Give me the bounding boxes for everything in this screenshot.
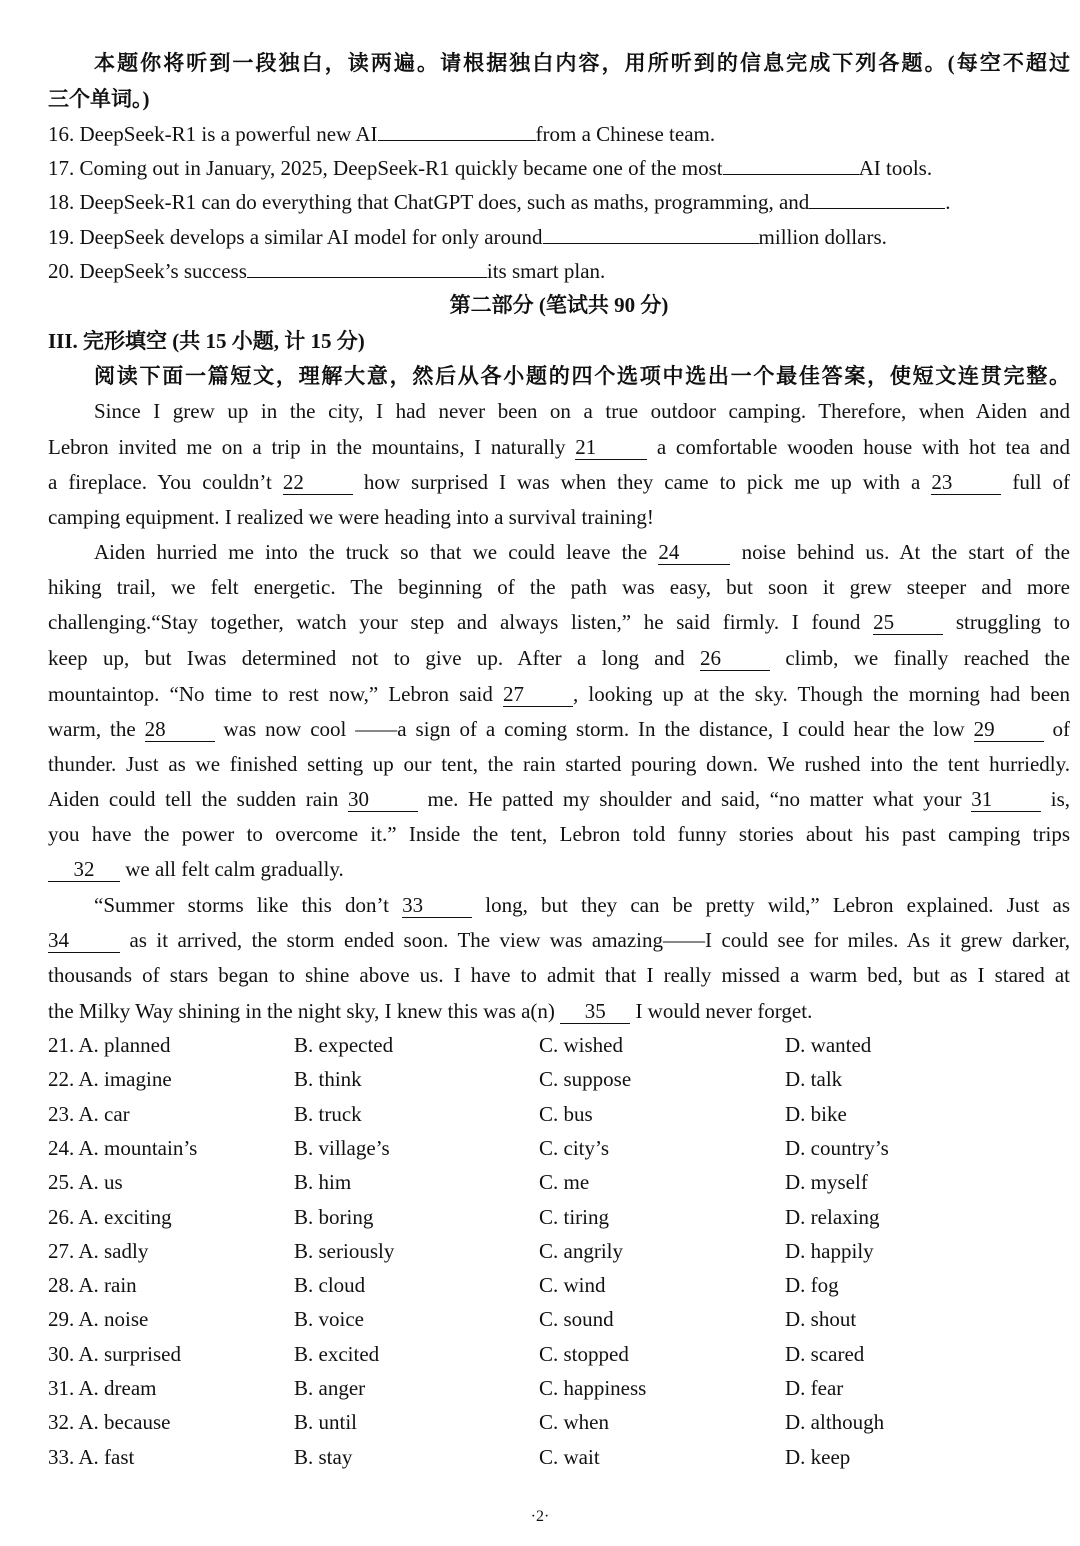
option-b[interactable]: B. village’s [294,1135,390,1160]
answer-blank-17[interactable] [723,152,859,175]
option-d[interactable]: D. shout [785,1307,857,1332]
passage-line: 32 we all felt calm gradually. [48,854,1070,884]
option-d[interactable]: D. keep [785,1444,851,1469]
option-d[interactable]: D. fear [785,1376,844,1400]
passage-line: mountaintop. “No time to rest now,” Lebron said 27 , looking up at the sky. Though the morning had been [48,682,1071,706]
cloze-instruction: 阅读下面一篇短文，理解大意，然后从各小题的四个选项中选出一个最佳答案，使短文连贯完整。 [94,364,1070,388]
option-c[interactable]: C. suppose [539,1067,632,1092]
option-b[interactable]: B. until [294,1410,358,1435]
option-b[interactable]: B. stay [294,1444,353,1469]
option-b[interactable]: B. seriously [294,1238,395,1263]
option-a[interactable]: 22. A. imagine [48,1067,172,1092]
option-a[interactable]: 21. A. planned [48,1033,171,1057]
cloze-blank-22[interactable]: 22 [283,470,353,495]
option-a[interactable]: 30. A. surprised [48,1341,181,1366]
cloze-blank-32[interactable]: 32 [48,857,120,882]
option-c[interactable]: C. happiness [539,1376,647,1400]
passage-line: keep up, but Iwas determined not to give up. After a long and 26 climb, we finally reached the [48,646,1071,670]
cloze-blank-28[interactable]: 28 [145,717,215,742]
passage-line: a fireplace. You couldn’t 22 how surprised I was when they came to pick me up with a 23 full of [48,470,1071,494]
option-a[interactable]: 25. A. us [48,1170,123,1195]
option-a[interactable]: 24. A. mountain’s [48,1135,198,1160]
cloze-blank-24[interactable]: 24 [658,540,730,565]
passage-line: challenging.“Stay together, watch your step and always listen,” he said firmly. I found 25 struggling to [48,610,1070,634]
answer-blank-20[interactable] [247,255,487,278]
question-18: 18. DeepSeek-R1 can do everything that ChatGPT does, such as maths, programming, and . [48,186,1070,217]
passage-line: Aiden could tell the sudden rain 30 me. He patted my shoulder and said, “no matter what your 31 is, [48,787,1071,811]
option-d[interactable]: D. wanted [785,1033,872,1057]
option-d[interactable]: D. myself [785,1170,868,1195]
option-c[interactable]: C. wait [539,1444,600,1469]
option-a[interactable]: 32. A. because [48,1410,171,1435]
option-b[interactable]: B. cloud [294,1273,366,1298]
question-17: 17. Coming out in January, 2025, DeepSeek-R1 quickly became one of the most AI tools. [48,152,1070,183]
answer-blank-19[interactable] [543,221,759,244]
option-c[interactable]: C. bus [539,1101,593,1126]
passage-line: 34 as it arrived, the storm ended soon. The view was amazing——I could see for miles. As it grew darker, [48,928,1071,952]
option-a[interactable]: 28. A. rain [48,1273,137,1298]
answer-blank-16[interactable] [378,118,536,141]
option-b[interactable]: B. excited [294,1341,380,1366]
cloze-blank-35[interactable]: 35 [560,999,630,1024]
cloze-blank-31[interactable]: 31 [971,787,1041,812]
option-c[interactable]: C. sound [539,1307,614,1332]
question-19: 19. DeepSeek develops a similar AI model for only around million dollars. [48,221,1070,252]
option-d[interactable]: D. although [785,1410,885,1435]
option-c[interactable]: C. wind [539,1273,606,1298]
option-c[interactable]: C. city’s [539,1135,610,1160]
part-two-title: 第二部分 (笔试共 90 分) [449,293,669,317]
listening-instruction-cont: 三个单词。) [48,87,150,111]
question-20: 20. DeepSeek’s success its smart plan. [48,255,1070,286]
passage-line: Lebron invited me on a trip in the mountains, I naturally 21 a comfortable wooden house with hot tea and [48,435,1071,459]
passage-line: Aiden hurried me into the truck so that we could leave the 24 noise behind us. At the start of the [94,540,1070,564]
option-a[interactable]: 33. A. fast [48,1444,135,1469]
passage-line: “Summer storms like this don’t 33 long, but they can be pretty wild,” Lebron explained. Just as [94,893,1071,917]
cloze-blank-27[interactable]: 27 [503,682,573,707]
option-d[interactable]: D. happily [785,1238,874,1263]
cloze-blank-26[interactable]: 26 [700,646,770,671]
option-b[interactable]: B. voice [294,1307,364,1332]
option-d[interactable]: D. talk [785,1067,843,1092]
passage-line: warm, the 28 was now cool ——a sign of a coming storm. In the distance, I could hear the low 29 of [48,717,1071,741]
option-d[interactable]: D. scared [785,1341,865,1366]
cloze-blank-25[interactable]: 25 [873,610,943,635]
passage-line: thunder. Just as we finished setting up our tent, the rain started pouring down. We rushed into the tent hurriedly. [48,752,1070,776]
cloze-blank-33[interactable]: 33 [402,893,472,918]
option-d[interactable]: D. bike [785,1101,847,1126]
answer-blank-18[interactable] [809,186,945,209]
passage-line: Since I grew up in the city, I had never been on a true outdoor camping. Therefore, when Aiden and [94,399,1070,423]
option-a[interactable]: 26. A. exciting [48,1204,172,1229]
option-d[interactable]: D. country’s [785,1135,889,1160]
option-b[interactable]: B. think [294,1067,362,1092]
page-number: ·2· [530,1508,550,1525]
question-16: 16. DeepSeek-R1 is a powerful new AI from a Chinese team. [48,118,1070,149]
option-b[interactable]: B. expected [294,1033,394,1057]
passage-line: hiking trail, we felt energetic. The beginning of the path was easy, but soon it grew steeper and more [48,575,1070,599]
cloze-section-title: III. 完形填空 (共 15 小题, 计 15 分) [48,329,365,353]
option-a[interactable]: 27. A. sadly [48,1238,149,1263]
option-c[interactable]: C. tiring [539,1204,610,1229]
option-a[interactable]: 29. A. noise [48,1307,149,1332]
option-c[interactable]: C. angrily [539,1238,623,1263]
option-c[interactable]: C. when [539,1410,609,1435]
cloze-blank-21[interactable]: 21 [575,435,647,460]
option-a[interactable]: 31. A. dream [48,1376,157,1400]
listening-instruction: 本题你将听到一段独白，读两遍。请根据独白内容，用所听到的信息完成下列各题。(每空不超过 [94,51,1070,75]
passage-line: you have the power to overcome it.” Inside the tent, Lebron told funny stories about his past camping trips [48,822,1070,846]
option-a[interactable]: 23. A. car [48,1101,130,1126]
cloze-blank-29[interactable]: 29 [974,717,1044,742]
cloze-blank-23[interactable]: 23 [931,470,1001,495]
passage-line: camping equipment. I realized we were heading into a survival training! [48,505,654,529]
option-b[interactable]: B. boring [294,1204,374,1229]
option-d[interactable]: D. relaxing [785,1204,880,1229]
option-b[interactable]: B. truck [294,1101,362,1126]
option-c[interactable]: C. stopped [539,1341,629,1366]
passage-line: the Milky Way shining in the night sky, I knew this was a(n) 35 I would never forget. [48,999,813,1023]
cloze-blank-30[interactable]: 30 [348,787,418,812]
option-d[interactable]: D. fog [785,1273,839,1298]
cloze-blank-34[interactable]: 34 [48,928,120,953]
option-b[interactable]: B. anger [294,1376,366,1400]
option-c[interactable]: C. me [539,1170,590,1195]
passage-line: thousands of stars began to shine above us. I have to admit that I really missed a warm bed, but as I stared at [48,963,1070,987]
option-c[interactable]: C. wished [539,1033,623,1057]
option-b[interactable]: B. him [294,1170,352,1195]
